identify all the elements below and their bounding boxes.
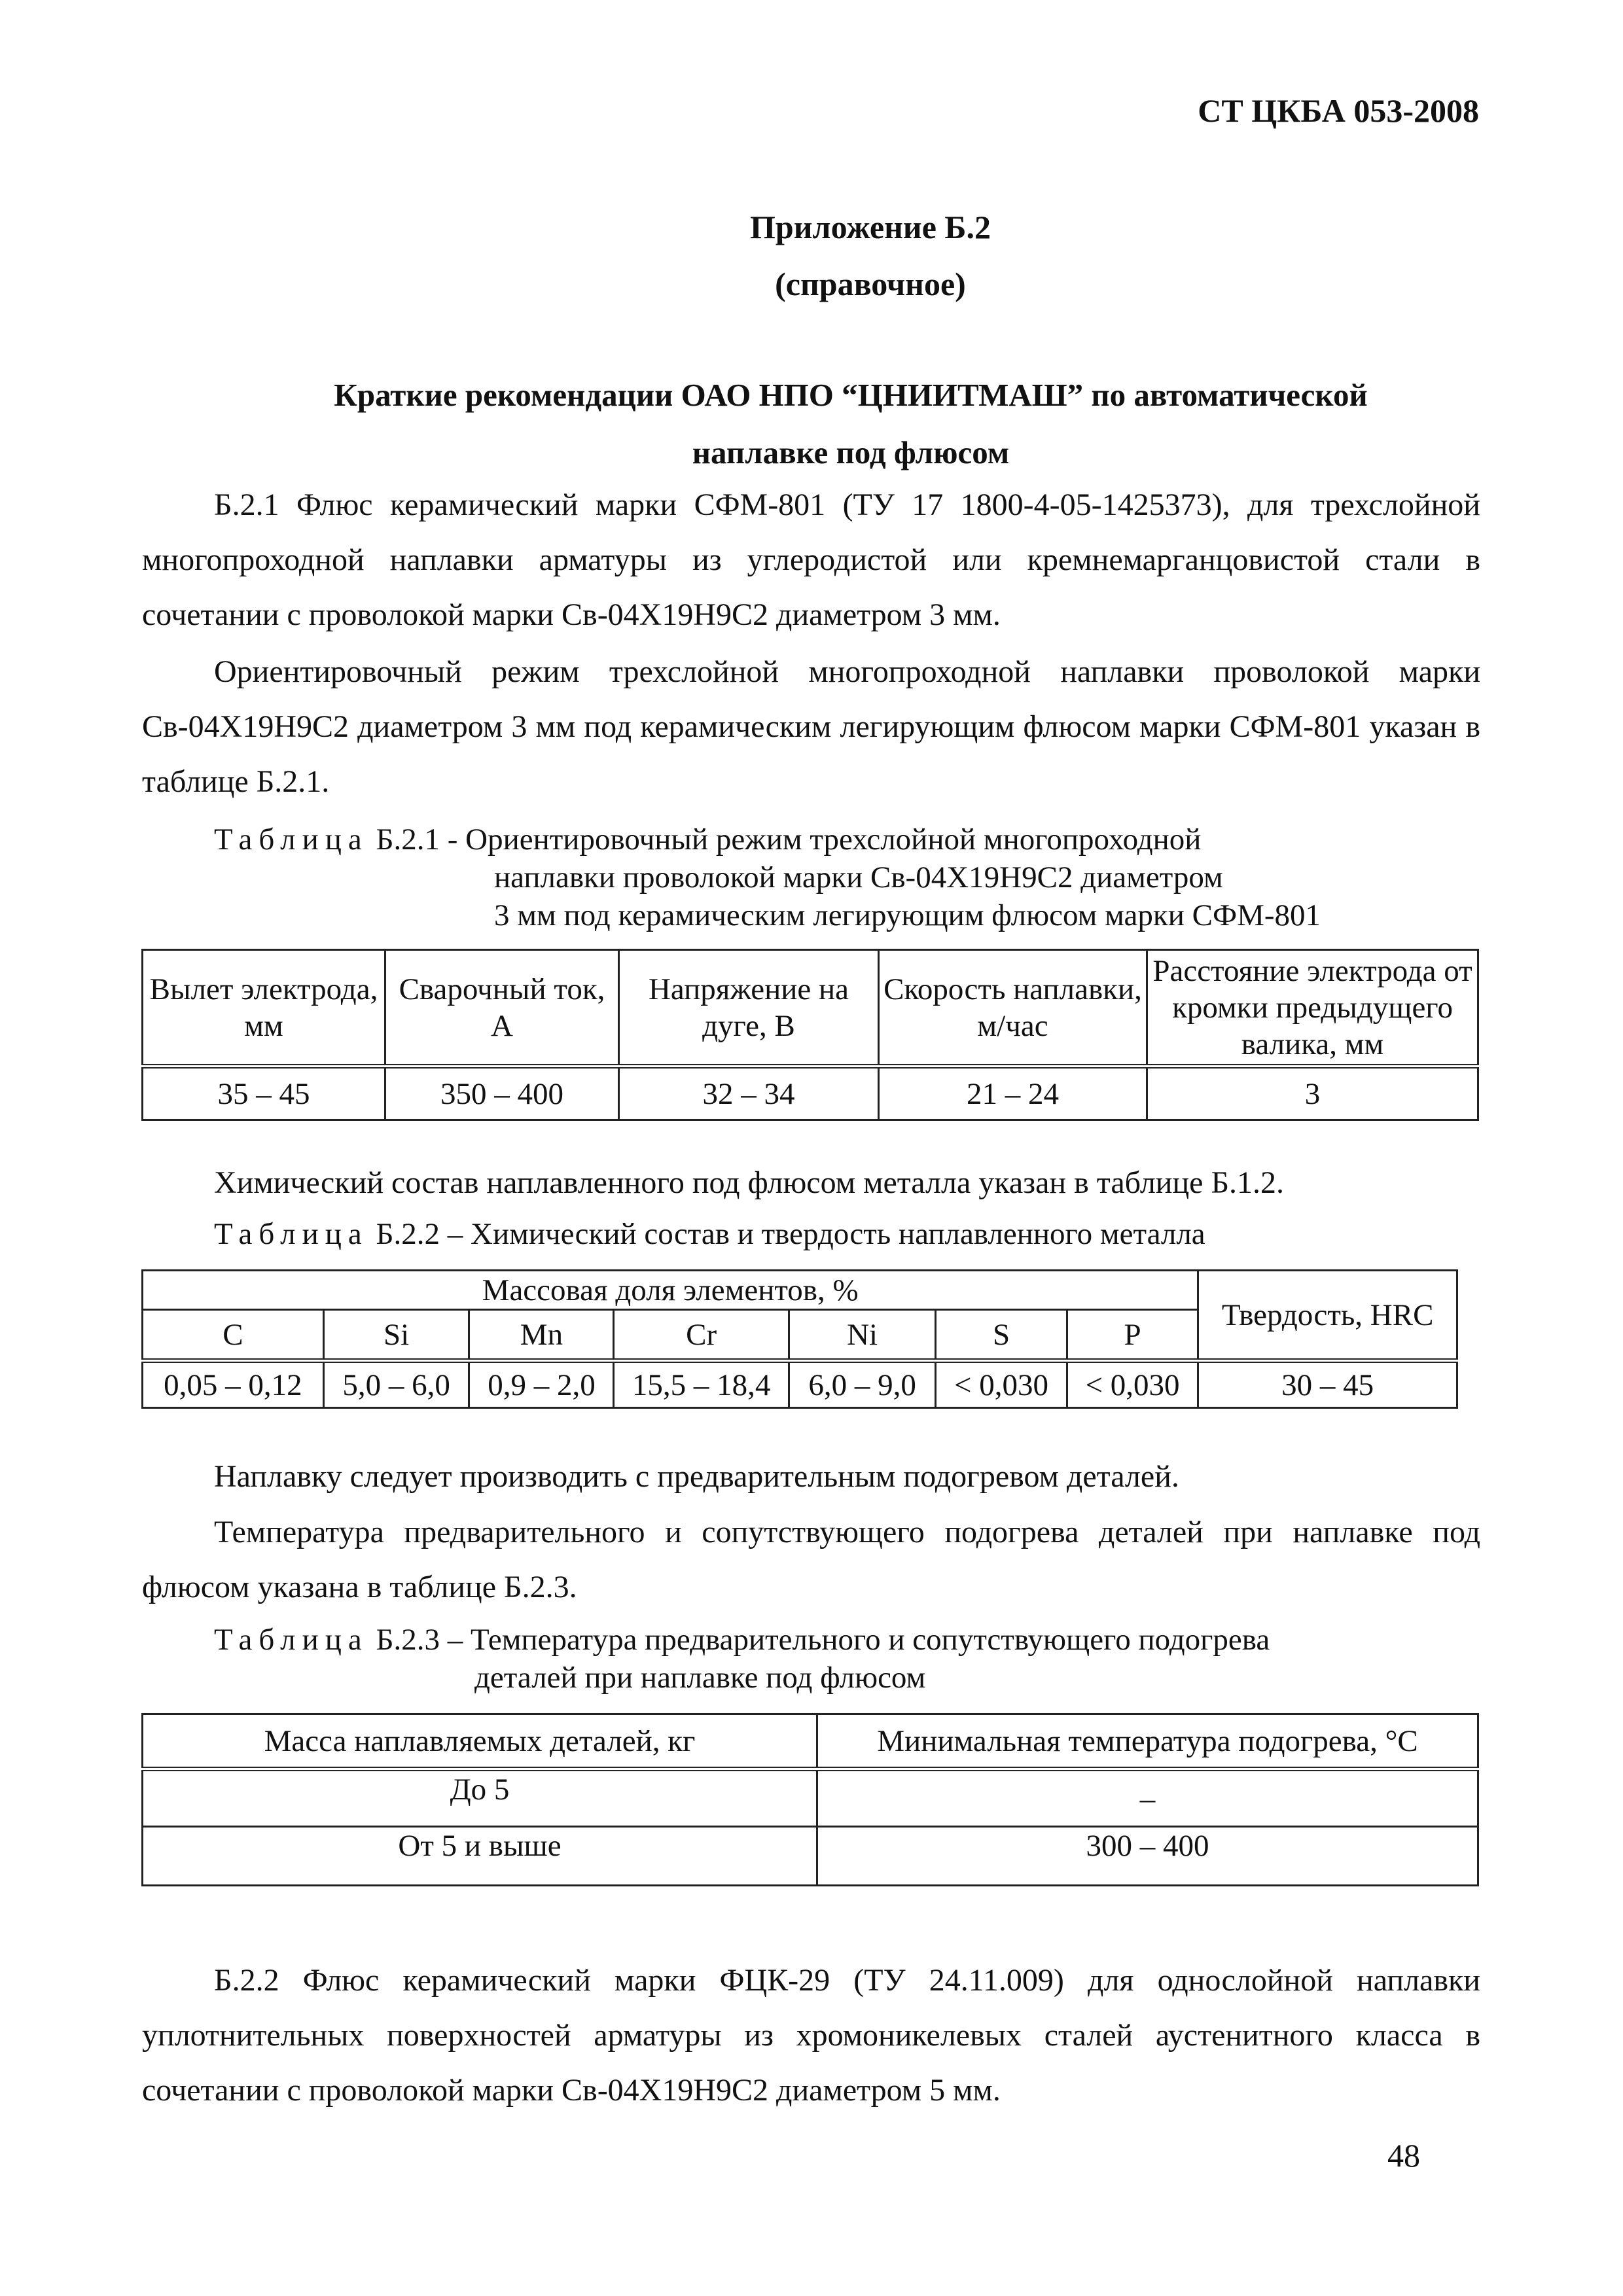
table-cell: От 5 и выше	[143, 1827, 817, 1886]
table-b22	[141, 1269, 1458, 1409]
heading-line-2: наплавке под флюсом	[692, 434, 1010, 470]
table-caption-line-1: Ориентировочный режим трехслойной многопроходной	[465, 822, 1202, 857]
paragraph-b21	[142, 478, 1480, 643]
paragraph-chemical-text: Химический состав наплавленного под флюсом металла указан в таблице Б.1.2.	[214, 1165, 1285, 1200]
table-b23	[141, 1713, 1479, 1886]
paragraph-b22	[142, 1953, 1480, 2118]
table-cell: До 5	[143, 1769, 817, 1827]
table-caption-text: Б.2.2 – Химический состав и твердость наплавленного металла	[376, 1217, 1205, 1251]
table-cell: 21 – 24	[879, 1067, 1147, 1120]
table-caption-number: Б.2.1 -	[376, 822, 458, 857]
table-header-cell: Расстояние электрода от кромки предыдущего валика, мм	[1147, 950, 1478, 1067]
table-header-cell: S	[936, 1310, 1067, 1361]
table-cell: 0,9 – 2,0	[469, 1361, 614, 1408]
appendix-subtitle: (справочное)	[775, 266, 966, 302]
table-caption-label: Таблица	[214, 1623, 368, 1657]
table-header-cell: Масса наплавляемых деталей, кг	[143, 1714, 817, 1769]
table-b21-caption-line-3: 3 мм под керамическим легирующим флюсом марки СФМ-801	[494, 898, 1321, 932]
table-b21	[141, 949, 1479, 1121]
table-b23-caption	[214, 1621, 1270, 1658]
paragraph-b22-text: Б.2.2 Флюс керамический марки ФЦК-29 (ТУ 24.11.009) для однослойной наплавки уплотнительных поверхностей арматуры из хромоникелевых сталей аустенитного класса в сочетании с проволокой марки Св-04Х19Н9С2 диаметром 5 мм.	[142, 1963, 1480, 2108]
table-cell: 3	[1147, 1067, 1478, 1120]
page-number: 48	[1387, 2137, 1420, 2174]
table-cell: 15,5 – 18,4	[614, 1361, 789, 1408]
table-cell: 30 – 45	[1198, 1361, 1457, 1408]
paragraph-mode-text: Ориентировочный режим трехслойной многопроходной наплавки проволокой марки Св-04Х19Н9С2 диаметром 3 мм под керамическим легирующим флюсом марки СФМ-801 указан в таблице Б.2.1.	[142, 654, 1480, 799]
paragraph-b21-text: Б.2.1 Флюс керамический марки СФМ-801 (ТУ 17 1800-4-05-1425373), для трехслойной многопроходной наплавки арматуры из углеродистой или кремнемарганцовистой стали в сочетании с проволокой марки Св-04Х19Н9С2 диаметром 3 мм.	[142, 487, 1480, 632]
table-row	[143, 1067, 1478, 1120]
table-header-cell: Твердость, HRC	[1198, 1271, 1457, 1361]
paragraph-preheat-text: Наплавку следует производить с предварительным подогревом деталей.	[214, 1459, 1179, 1494]
table-cell: 6,0 – 9,0	[789, 1361, 935, 1408]
paragraph-temperature-text: Температура предварительного и сопутствующего подогрева деталей при наплавке под флюсом указана в таблице Б.2.3.	[142, 1515, 1480, 1604]
table-row	[143, 1769, 1478, 1827]
table-caption-line-1: Б.2.3 – Температура предварительного и сопутствующего подогрева	[376, 1623, 1270, 1657]
table-cell: 32 – 34	[619, 1067, 879, 1120]
table-header-cell: Вылет электрода, мм	[143, 950, 385, 1067]
table-row	[143, 1827, 1478, 1886]
table-cell: 35 – 45	[143, 1067, 385, 1120]
table-header-cell: Cr	[614, 1310, 789, 1361]
paragraph-chemical	[142, 1156, 1480, 1210]
table-b21-caption	[214, 821, 1201, 858]
paragraph-mode	[142, 645, 1480, 809]
table-cell: 350 – 400	[385, 1067, 619, 1120]
heading-line-1: Краткие рекомендации ОАО НПО “ЦНИИТМАШ” по автоматической	[334, 377, 1368, 413]
document-code: СТ ЦКБА 053-2008	[1198, 92, 1479, 129]
table-header-cell: Si	[323, 1310, 469, 1361]
table-header-cell: P	[1067, 1310, 1198, 1361]
section-heading	[144, 366, 1479, 482]
table-header-cell: Минимальная температура подогрева, °С	[817, 1714, 1478, 1769]
table-group-header: Массовая доля элементов, %	[143, 1271, 1198, 1310]
table-b23-caption-line-2: деталей при наплавке под флюсом	[474, 1661, 926, 1695]
paragraph-preheat	[142, 1449, 1480, 1504]
table-b21-caption-line-2: наплавки проволокой марки Св-04Х19Н9С2 диаметром	[494, 860, 1223, 894]
table-cell: < 0,030	[936, 1361, 1067, 1408]
table-row	[143, 1361, 1457, 1408]
table-header-cell: Ni	[789, 1310, 935, 1361]
table-header-cell: Скорость наплавки, м/час	[879, 950, 1147, 1067]
table-cell: 300 – 400	[817, 1827, 1478, 1886]
table-header-cell: C	[143, 1310, 324, 1361]
appendix-title: Приложение Б.2	[750, 209, 991, 245]
table-caption-label: Таблица	[214, 1217, 368, 1251]
table-cell: < 0,030	[1067, 1361, 1198, 1408]
table-cell: 0,05 – 0,12	[143, 1361, 324, 1408]
table-b22-caption	[214, 1216, 1205, 1252]
table-cell: 5,0 – 6,0	[323, 1361, 469, 1408]
table-header-cell: Сварочный ток, А	[385, 950, 619, 1067]
table-header-cell: Напряжение на дуге, В	[619, 950, 879, 1067]
table-caption-label: Таблица	[214, 822, 368, 857]
table-header-cell: Mn	[469, 1310, 614, 1361]
table-cell: –	[817, 1769, 1478, 1827]
paragraph-temperature	[142, 1505, 1480, 1615]
